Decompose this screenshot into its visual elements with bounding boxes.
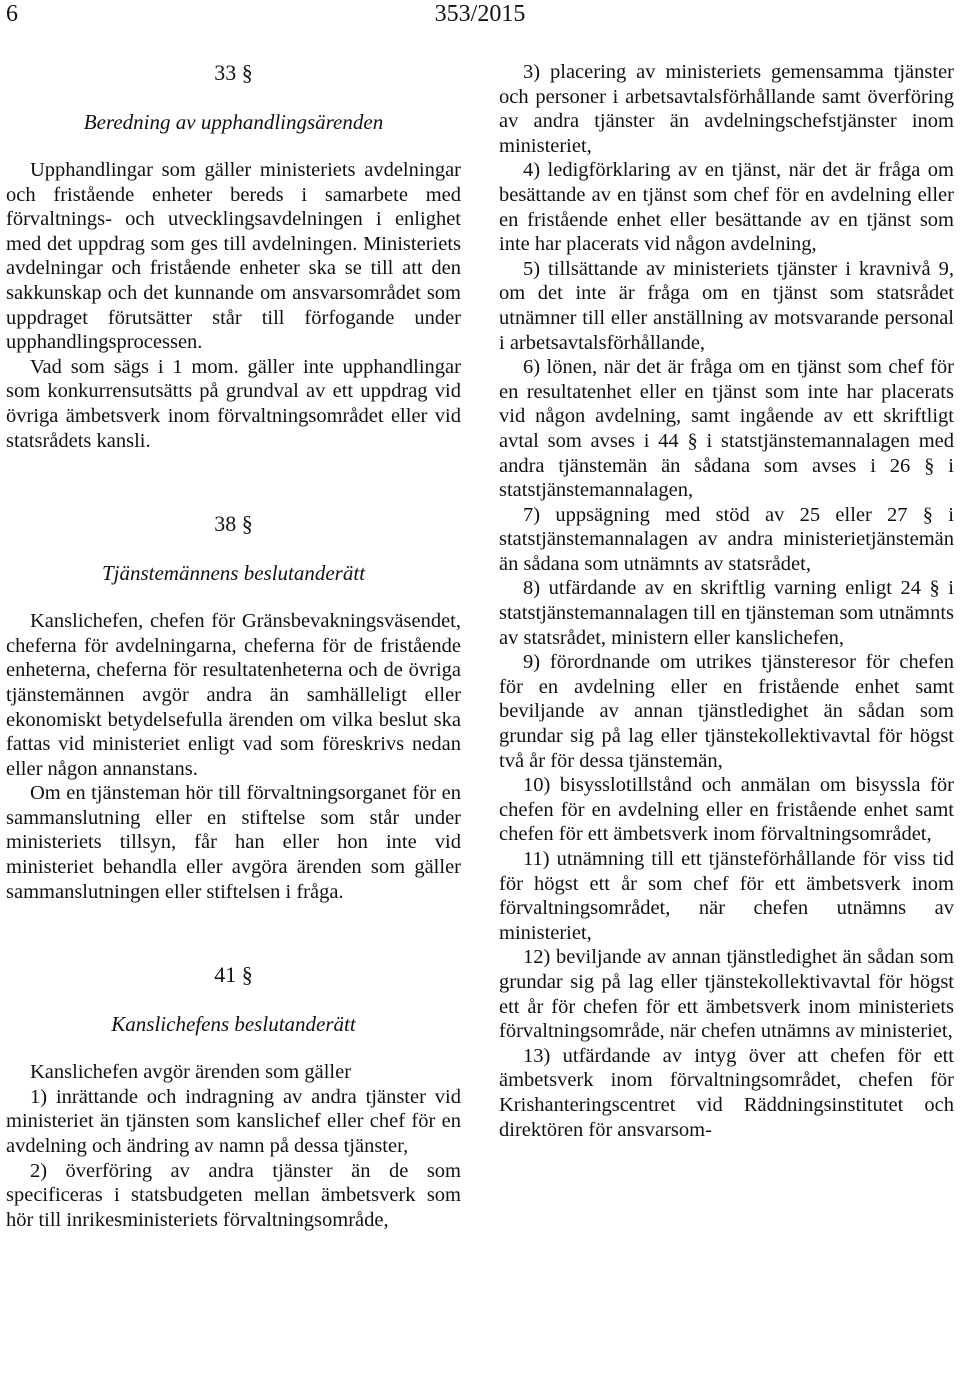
section-41-item-8: 8) utfärdande av en skriftlig varning enligt 24 § i statstjänstemannalagen till en tjänsteman som utnämnts av statsrådet, ministern eller kanslichefen, [499, 577, 954, 649]
section-38-paragraph-1: Kanslichefen, chefen för Gränsbevakningsväsendet, cheferna för avdelningarna, cheferna för de fristående enheterna, cheferna för resultatenheterna och de övriga tjänstemännen avgör andra än samhälleligt eller ekonomiskt betydelsefulla ärenden om vilka beslut ska fattas vid ministeriet enligt vad som föreskrivs nedan eller någon annanstans. [6, 610, 461, 780]
section-41-item-13: 13) utfärdande av intyg över att chefen för ett ämbetsverk inom förvaltningsområdet, chefen för Krishanteringscentret vid Räddningsinstitutet och direktören för ansvarsom- [499, 1044, 954, 1141]
section-38-paragraph-2: Om en tjänsteman hör till förvaltningsorganet för en sammanslutning eller en stiftelse som står under ministeriets tillsyn, får han eller hon inte vid ministeriet behandla eller avgöra ärenden som gäller sammanslutningen eller stiftelsen i fråga. [6, 782, 461, 903]
section-41-item-9: 9) förordnande om utrikes tjänsteresor för chefen för en avdelning eller en fristående enhet samt beviljande av annan tjänstledighet än sådan som grundar sig på lag eller tjänstekollektivavtal för högst två år för dessa tjänstemän, [499, 651, 954, 772]
section-41-number: 41 § [214, 962, 253, 988]
section-33-title: Beredning av upphandlingsärenden [83, 110, 384, 134]
page-number: 6 [6, 1, 18, 27]
section-41-item-4: 4) ledigförklaring av en tjänst, när det är fråga om besättande av en tjänst som chef för en avdelning eller en fristående enhet eller besättande av en tjänst som inte har placerats vid någon avdelning, [499, 159, 954, 256]
section-41-item-1: 1) inrättande och indragning av andra tjänster vid ministeriet än tjänsten som kanslichef eller chef för en avdelning och ändring av namn på dessa tjänster, [6, 1085, 461, 1158]
section-41-title: Kanslichefens beslutanderätt [111, 1012, 356, 1037]
section-41-item-5: 5) tillsättande av ministeriets tjänster i kravnivå 9, om det inte är fråga om en tjänst som statsrådet utnämner till eller anställning av motsvarande personal i arbetsavtalsförhållande, [499, 257, 954, 354]
right-column [499, 60, 954, 1142]
section-33-paragraph-1: Upphandlingar som gäller ministeriets avdelningar och fristående enheter bereds i samarbete med förvaltnings- och utvecklingsavdelningen i enlighet med det uppdrag som ges till avdelningen. Ministeriets avdelningar och fristående enheter ska se till att den sakkunskap och det kunnande om ansvarsområdet som uppdraget förutsätter står till förfogande under upphandlingsprocessen. [6, 159, 461, 354]
section-41-item-3: 3) placering av ministeriets gemensamma tjänster och personer i arbetsavtalsförhållande samt överföring av andra tjänster än avdelningschefstjänster inom ministeriet, [499, 61, 954, 157]
section-38-number: 38 § [214, 511, 253, 537]
section-41-item-6: 6) lönen, när det är fråga om en tjänst som chef för en resultatenhet eller en tjänst som inte har placerats vid någon avdelning, samt ingående av ett skriftligt avtal som avses i 44 § i statstjänstemannalagen med andra tjänstemän än sådana som avses i 26 § i statstjänstemannalagen, [499, 356, 954, 502]
section-41-item-11: 11) utnämning till ett tjänsteförhållande för viss tid för högst ett år som chef för ett ämbetsverk inom förvaltningsområdet, när chefen utnämns av ministeriet, [499, 848, 954, 944]
left-column [6, 60, 461, 1232]
section-33-number: 33 § [214, 60, 253, 85]
section-41-item-2: 2) överföring av andra tjänster än de som specificeras i statsbudgeten mellan ämbetsverk som hör till inrikesministeriets förvaltningsområde, [6, 1159, 461, 1231]
section-41-item-7: 7) uppsägning med stöd av 25 eller 27 § i statstjänstemannalagen av andra ministerietjänstemän än sådana som utnämnts av statsrådet, [499, 503, 954, 575]
section-41-item-12: 12) beviljande av annan tjänstledighet än sådan som grundar sig på lag eller tjänstekollektivavtal för högst ett år för chefen för ett ämbetsverk inom ministeriets förvaltningsområde, när chefen utnämns av ministeriet, [499, 946, 954, 1043]
section-33-paragraph-2: Vad som sägs i 1 mom. gäller inte upphandlingar som konkurrensutsätts på grundval av ett uppdrag vid övriga ämbetsverk inom förvaltningsområdet eller vid statsrådets kansli. [6, 355, 461, 452]
section-41-item-10: 10) bisysslotillstånd och anmälan om bisyssla för chefen för en avdelning eller en fristående enhet samt chefen för ett ämbetsverk inom förvaltningsområdet, [499, 774, 954, 846]
section-38-title: Tjänstemännens beslutanderätt [101, 561, 366, 586]
document-id: 353/2015 [434, 1, 526, 27]
section-41-intro: Kanslichefen avgör ärenden som gäller [30, 1061, 352, 1084]
